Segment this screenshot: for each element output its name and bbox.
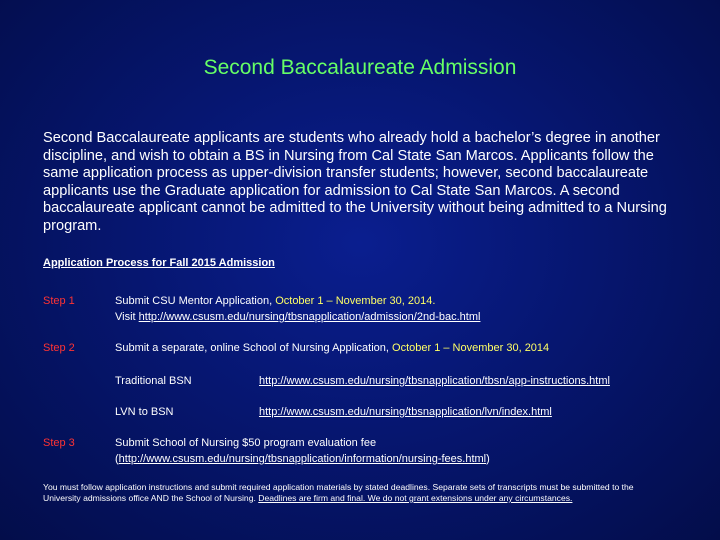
step-2-dates: October 1 – November 30, 2014 xyxy=(392,342,550,354)
program-traditional-bsn-link[interactable]: http://www.csusm.edu/nursing/tbsnapplication/tbsn/app-instructions.html xyxy=(259,375,610,387)
step-1-dates: October 1 – November 30, 2014. xyxy=(275,295,436,307)
program-lvn-to-bsn-name: LVN to BSN xyxy=(115,406,174,418)
footer-text: You must follow application instructions and submit required application materials by stated deadlines. Separate sets of transcripts must be submitted to the University admissions office AND the School of Nursing. xyxy=(43,482,634,503)
footer-emphasis: Deadlines are firm and final. We do not grant extensions under any circumstances. xyxy=(258,493,573,503)
step-1-visit-prefix: Visit xyxy=(115,311,136,323)
step-3-link[interactable]: http://www.csusm.edu/nursing/tbsnapplication/information/nursing-fees.html xyxy=(118,453,487,465)
process-heading: Application Process for Fall 2015 Admission xyxy=(43,257,275,269)
step-3-content xyxy=(115,435,490,467)
step-3-close-paren: ) xyxy=(486,453,490,465)
step-3-open-paren: ( xyxy=(115,453,119,465)
step-1-link[interactable]: http://www.csusm.edu/nursing/tbsnapplication/admission/2nd-bac.html xyxy=(138,311,481,323)
footer-note xyxy=(43,482,673,504)
program-traditional-bsn-name: Traditional BSN xyxy=(115,375,192,387)
step-1-label: Step 1 xyxy=(43,295,75,307)
step-1-content xyxy=(115,293,480,325)
page-title: Second Baccalaureate Admission xyxy=(203,56,517,79)
intro-paragraph: Second Baccalaureate applicants are students who already hold a bachelor’s degree in another discipline, and wish to obtain a BS in Nursing from Cal State San Marcos. Applicants follow the same application process as upper-division transfer students; however, second baccalaureate applicants use the Graduate application for admission to Cal State San Marcos. A second baccalaureate applicant cannot be admitted to the University without being admitted to a Nursing program. xyxy=(43,130,667,234)
step-2-label: Step 2 xyxy=(43,342,75,354)
step-3-label: Step 3 xyxy=(43,437,75,449)
step-3-text: Submit School of Nursing $50 program evaluation fee xyxy=(115,437,377,449)
step-2-text: Submit a separate, online School of Nursing Application, xyxy=(115,342,389,354)
step-1-text: Submit CSU Mentor Application, xyxy=(115,295,273,307)
program-lvn-to-bsn-link[interactable]: http://www.csusm.edu/nursing/tbsnapplication/lvn/index.html xyxy=(259,406,552,418)
step-2-content xyxy=(115,340,549,356)
